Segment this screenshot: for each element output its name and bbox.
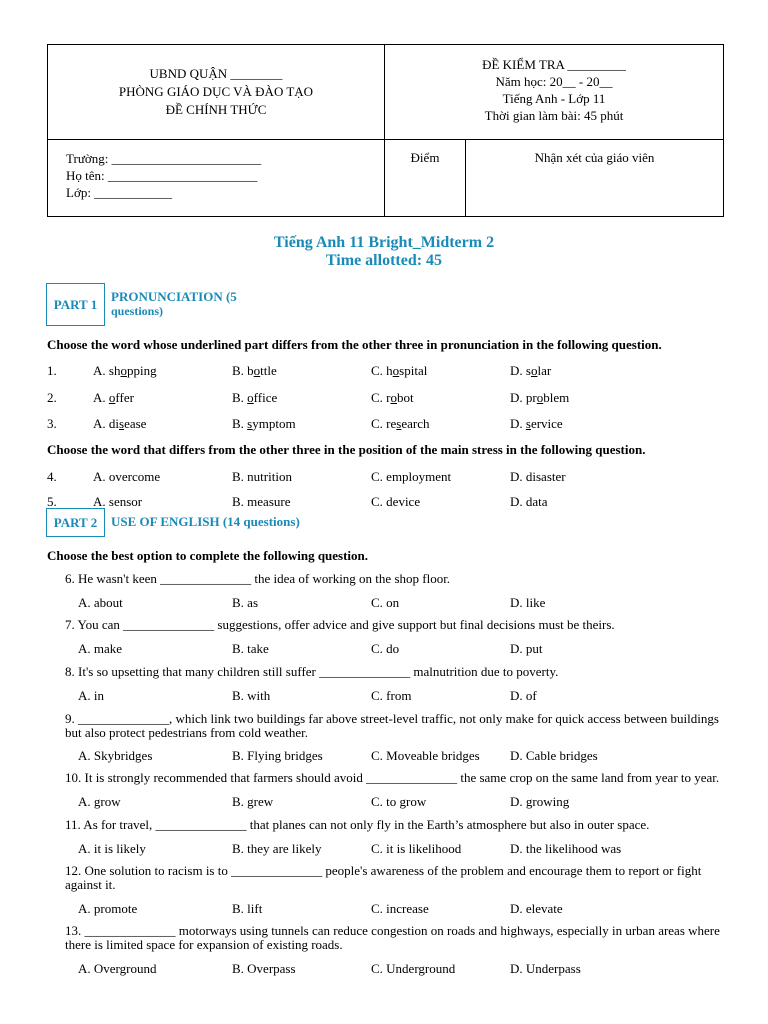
answer-option[interactable] <box>510 416 563 432</box>
subject-line: Tiếng Anh - Lớp 11 <box>502 91 606 106</box>
time-allotted: Time allotted: 45 <box>325 252 443 269</box>
answer-option[interactable]: D. the likelihood was <box>510 841 622 856</box>
answer-option[interactable]: D. growing <box>510 794 570 809</box>
answer-option[interactable]: B. with <box>232 688 271 703</box>
score-label: Điểm <box>410 150 440 165</box>
option-text-suffix: ffer <box>115 390 134 405</box>
question-number: 1. <box>47 363 57 378</box>
answer-option[interactable]: D. Underpass <box>510 961 581 976</box>
answer-option[interactable]: A. sensor <box>93 494 143 509</box>
underlined-letter: s <box>396 416 402 431</box>
answer-option[interactable]: C. Underground <box>371 961 456 976</box>
underlined-letter: s <box>119 416 125 431</box>
answer-option[interactable]: A. overcome <box>93 469 161 484</box>
option-text-prefix: B. <box>232 390 248 405</box>
option-text-suffix: bot <box>397 390 414 405</box>
answer-option[interactable]: B. measure <box>232 494 291 509</box>
answer-option[interactable]: B. Overpass <box>232 961 296 976</box>
option-text-suffix: ymptom <box>252 416 296 431</box>
answer-option[interactable] <box>232 390 277 406</box>
part2-label-box <box>46 508 105 537</box>
name-field: Họ tên: _______________________ <box>66 168 258 183</box>
question-number: 5. <box>47 494 57 509</box>
header-left-cell <box>48 45 385 140</box>
underlined-letter: o <box>108 390 116 405</box>
part1-heading <box>111 290 237 318</box>
teacher-comment-label: Nhận xét của giáo viên <box>534 150 655 165</box>
option-text-prefix: A. <box>93 390 109 405</box>
option-text-suffix: ease <box>124 416 147 431</box>
answer-option[interactable] <box>371 363 427 379</box>
question-text: 7. You can ______________ suggestions, offer advice and give support but final decisions must be theirs. <box>65 617 615 632</box>
official-label: ĐỀ CHÍNH THỨC <box>165 102 267 117</box>
teacher-comment-cell <box>466 140 724 217</box>
school-year-line: Năm học: 20__ - 20__ <box>495 74 613 89</box>
part1-label: PART 1 <box>53 296 98 312</box>
answer-option[interactable]: D. like <box>510 595 546 610</box>
question-text: 9. ______________, which link two buildings far above street-level traffic, not only make for quick access between buildings but also protect pedestrians from cold weather. <box>65 711 719 740</box>
duration-line: Thời gian làm bài: 45 phút <box>484 108 624 123</box>
answer-option[interactable]: C. to grow <box>371 794 427 809</box>
answer-option[interactable]: A. in <box>78 688 104 703</box>
answer-option[interactable]: C. from <box>371 688 412 703</box>
answer-option[interactable]: D. Cable bridges <box>510 748 598 763</box>
underlined-letter: o <box>390 390 397 405</box>
answer-option[interactable]: D. data <box>510 494 548 509</box>
option-text-prefix: A. di <box>93 416 119 431</box>
answer-option[interactable]: C. Moveable bridges <box>371 748 480 763</box>
answer-option[interactable] <box>371 390 414 406</box>
option-text-suffix: lar <box>537 363 552 378</box>
question-text: 13. ______________ motorways using tunnels can reduce congestion on roads and highways, especially in urban areas where there is limited space for expansion of existing roads. <box>65 923 720 952</box>
option-text-suffix: ervice <box>530 416 563 431</box>
answer-option[interactable] <box>232 363 277 379</box>
option-text-suffix: spital <box>399 363 428 378</box>
option-text-prefix: B. b <box>232 363 254 378</box>
part1-heading-line2: questions) <box>111 304 164 318</box>
underlined-letter: o <box>120 363 127 378</box>
answer-option[interactable] <box>510 390 569 406</box>
answer-option[interactable]: B. nutrition <box>232 469 292 484</box>
question-text: 12. One solution to racism is to ______________ people's awareness of the problem and encourage them to report or fight against it. <box>65 863 702 892</box>
part2-heading: USE OF ENGLISH (14 questions) <box>111 514 300 529</box>
part1-label-box <box>46 283 105 326</box>
stress-instruction: Choose the word that differs from the other three in the position of the main stress in the following question. <box>47 442 646 457</box>
underlined-letter: o <box>392 363 400 378</box>
underlined-letter: s <box>525 416 531 431</box>
option-text-prefix: D. s <box>510 363 531 378</box>
question-text: 11. As for travel, ______________ that planes can not only fly in the Earth’s atmosphere but also in outer space. <box>65 817 650 832</box>
answer-option[interactable]: A. promote <box>78 901 138 916</box>
question-number: 4. <box>47 469 57 484</box>
underlined-letter: o <box>536 390 544 405</box>
answer-option[interactable]: B. Flying bridges <box>232 748 323 763</box>
option-text-prefix: C. r <box>371 390 391 405</box>
answer-option[interactable]: D. of <box>510 688 537 703</box>
school-field: Trường: _______________________ <box>66 151 262 166</box>
question-number: 2. <box>47 390 57 405</box>
answer-option[interactable]: C. employment <box>371 469 452 484</box>
answer-option[interactable]: A. Skybridges <box>78 748 153 763</box>
option-text-prefix: D. pr <box>510 390 537 405</box>
answer-option[interactable]: C. device <box>371 494 421 509</box>
option-text-suffix: ffice <box>253 390 278 405</box>
answer-option[interactable]: C. do <box>371 641 400 656</box>
answer-option[interactable]: A. about <box>78 595 123 610</box>
answer-option[interactable] <box>510 363 551 379</box>
answer-option[interactable]: D. elevate <box>510 901 563 916</box>
answer-option[interactable] <box>232 416 296 432</box>
part2-label: PART 2 <box>53 514 98 530</box>
option-text-prefix: C. h <box>371 363 393 378</box>
underlined-letter: o <box>247 390 254 405</box>
district-line: UBND QUẬN ________ <box>149 66 283 81</box>
use-of-english-instruction: Choose the best option to complete the following question. <box>47 548 369 563</box>
option-text-prefix: C. re <box>371 416 397 431</box>
part1-heading-line1: PRONUNCIATION (5 <box>111 289 237 304</box>
option-text-prefix: B. <box>232 416 248 431</box>
question-text: 6. He wasn't keen ______________ the idea of working on the shop floor. <box>65 571 451 586</box>
option-text-prefix: D. <box>510 416 526 431</box>
underlined-letter: o <box>253 363 261 378</box>
option-text-suffix: blem <box>543 390 570 405</box>
student-info-cell <box>48 140 385 217</box>
question-text: 8. It's so upsetting that many children still suffer ______________ malnutrition due to poverty. <box>65 664 559 679</box>
option-text-suffix: pping <box>126 363 157 378</box>
option-text-suffix: earch <box>401 416 430 431</box>
answer-option[interactable]: A. Overground <box>78 961 157 976</box>
answer-option[interactable]: B. as <box>232 595 258 610</box>
answer-option[interactable]: B. take <box>232 641 269 656</box>
answer-option[interactable]: B. grew <box>232 794 274 809</box>
option-text-suffix: ttle <box>260 363 277 378</box>
score-cell <box>385 140 466 217</box>
answer-option[interactable] <box>93 416 146 432</box>
answer-option[interactable]: D. disaster <box>510 469 566 484</box>
underlined-letter: s <box>247 416 253 431</box>
answer-option[interactable]: A. make <box>78 641 123 656</box>
department-line: PHÒNG GIÁO DỤC VÀ ĐÀO TẠO <box>118 84 314 99</box>
class-field: Lớp: ____________ <box>66 185 173 200</box>
answer-option[interactable]: B. they are likely <box>232 841 322 856</box>
answer-option[interactable] <box>93 390 134 406</box>
header-right-cell <box>385 45 724 140</box>
option-text-prefix: A. sh <box>93 363 121 378</box>
question-text: 10. It is strongly recommended that farmers should avoid ______________ the same crop on the same land from year to year. <box>65 770 720 785</box>
pronunciation-instruction: Choose the word whose underlined part differs from the other three in pronunciation in the following question. <box>47 337 662 352</box>
exam-title-line: ĐỀ KIỂM TRA _________ <box>482 57 626 72</box>
answer-option[interactable]: C. it is likelihood <box>371 841 462 856</box>
answer-option[interactable]: B. lift <box>232 901 263 916</box>
exam-header-table <box>47 44 724 217</box>
answer-option[interactable]: C. on <box>371 595 400 610</box>
question-number: 3. <box>47 416 57 431</box>
test-title: Tiếng Anh 11 Bright_Midterm 2 <box>273 234 495 251</box>
answer-option[interactable]: D. put <box>510 641 543 656</box>
underlined-letter: o <box>530 363 538 378</box>
answer-option[interactable]: A. it is likely <box>78 841 146 856</box>
answer-option[interactable]: A. grow <box>78 794 121 809</box>
answer-option[interactable]: C. increase <box>371 901 429 916</box>
answer-option[interactable] <box>371 416 429 432</box>
answer-option[interactable] <box>93 363 157 379</box>
